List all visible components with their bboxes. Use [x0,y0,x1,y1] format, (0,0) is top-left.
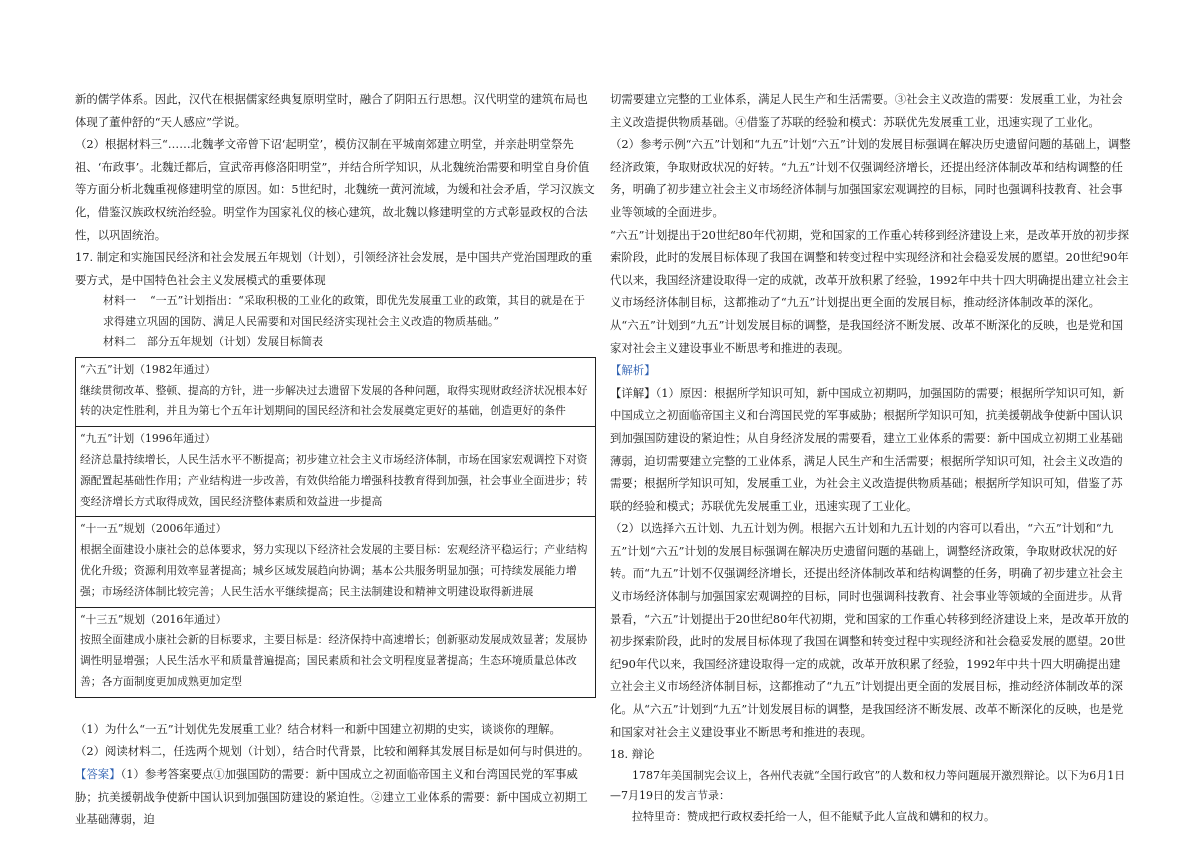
question-18-text: 1787年美国制宪会议上，各州代表就“全国行政官”的人数和权力等问题展开激烈辩论。以下为6月1日—7月19日的发言节录： [610,768,1126,803]
plan-text: 根据全面建设小康社会的总体要求，努力实现以下经济社会发展的主要目标：宏观经济平稳运行；产业结构优化升级；资源利用效率显著提高；城乡区域发展趋向协调；基本公共服务明显加强；可持续发展能力增强；市场经济体制比较完善；人民生活水平继续提高；民主法制建设和精神文明建设取得新进展 [80,543,588,598]
answer-text: （1）参考答案要点①加强国防的需要：新中国成立之初面临帝国主义和台湾国民党的军事威胁；抗美援朝战争使新中国认识到加强国防建设的紧迫性。②建立工业体系的需要：新中国成立初期工业基础薄弱，迫 [75,766,588,827]
plan-goals-table [75,357,596,698]
question-17-2: （2）阅读材料二，任选两个规划（计划），结合时代背景，比较和阐释其发展目标是如何与时俱进的。 [75,744,590,759]
answer-tag: 【答案】 [75,766,121,781]
analysis-tag: 【解析】 [610,363,656,378]
answer [75,763,595,831]
plan-title: “九五”计划（1996年通过） [80,432,216,446]
paragraph: 从“六五”计划到“九五”计划发展目标的调整，是我国经济不断发展、改革不断深化的反映，也是党和国家对社会主义建设事业不断思考和推进的表现。 [610,317,1124,355]
paragraph: （2）以选择六五计划、九五计划为例。根据六五计划和九五计划的内容可以看出，“六五”计划和“九五”计划“六五”计划的发展目标强调在解决历史遗留问题的基础上，调整经济政策，争取财政状况的好转。而“九五”计划不仅强调经济增长，还提出经济体制改革和结构调整的任务，明确了初步建立社会主义市场经济体制与加强国家宏观调控的目标，同时也强调科技教育、社会事业等领域的全面进步。从背景看，“六五”计划提出于20世纪80年代初期，党和国家的工作重心转移到经济建设上来，是改革开放的初步探索阶段，此时的发展目标体现了我国在调整和转变过程中实现经济和社会稳妥发展的愿望。20世纪90年代以来，我国经济建设取得一定的成就，改革开放积累了经验，1992年中共十四大明确提出建立社会主义市场经济体制目标，这都推动了“九五”计划提出更全面的发展目标，推动经济体制改革的深化。从“六五”计划到“九五”计划发展目标的调整，是我国经济不断发展、改革不断深化的反映，也是党和国家对社会主义建设事业不断思考和推进的表现。 [610,521,1130,739]
table-row [76,427,596,517]
table-cell [76,427,596,517]
plan-text: 按照全面建成小康社会新的目标要求，主要目标是：经济保持中高速增长；创新驱动发展成效显著；发展协调性明显增强；人民生活水平和质量普遍提高；国民素质和社会文明程度显著提高；生态环境质量总体改善；各方面制度更加成熟更加定型 [80,633,588,688]
question-17-1: （1）为什么“一五”计划优先发展重工业？结合材料一和新中国建立初期的史实，谈谈你的理解。 [75,721,561,736]
plan-title: “十一五”规划（2006年通过） [80,522,227,536]
detail-tag: 【详解】 [610,385,656,400]
paragraph: （2）根据材料三“……北魏孝文帝曾下诏‘起明堂’，模仿汉制在平城南郊建立明堂，并亲赴明堂祭先祖、‘布政事’。北魏迁都后，宣武帝再修洛阳明堂”，并结合所学知识，从北魏统治需要和明堂自身价值等方面分析北魏重视修建明堂的原因。如：5世纪时，北魏统一黄河流域，为缓和社会矛盾，学习汉族文化，借鉴汉族政权统治经验。明堂作为国家礼仪的核心建筑，故北魏以修建明堂的方式彰显政权的合法性，以巩固统治。 [75,137,595,242]
paragraph: 切需要建立完整的工业体系，满足人民生产和生活需要。③社会主义改造的需要：发展重工业，为社会主义改造提供物质基础。④借鉴了苏联的经验和模式：苏联优先发展重工业，迅速实现了工业化。 [610,92,1123,129]
right-column [610,88,1131,827]
table-row [76,357,596,426]
plan-title: “六五”计划（1982年通过） [80,362,216,376]
left-column [75,88,595,831]
material-two-title: 材料二 部分五年规划（计划）发展目标简表 [103,335,323,349]
plan-title: “十三五”规划（2016年通过） [80,612,227,626]
spacer [75,704,595,718]
table-row [76,517,596,607]
detail-text: （1）原因：根据所学知识可知，新中国成立初期吗，加强国防的需要；根据所学知识可知，新中国成立之初面临帝国主义和台湾国民党的军事威胁；根据所学知识可知，抗美援朝战争使新中国认识到加强国防建设的紧迫性；从自身经济发展的需要看，建立工业体系的需要：新中国成立初期工业基础薄弱，迫切需要建立完整的工业体系，满足人民生产和生活需要；根据所学知识可知，社会主义改造的需要；根据所学知识可知，发展重工业，为社会主义改造提供物质基础；根据所学知识可知，借鉴了苏联的经验和模式；苏联优先发展重工业，迅速实现了工业化。 [610,385,1125,513]
table-row [76,607,596,697]
paragraph: （2）参考示例“六五”计划和“九五”计划“六五”计划的发展目标强调在解决历史遗留问题的基础上，调整经济政策，争取财政状况的好转。“九五”计划不仅强调经济增长，还提出经济体制改革和结构调整的任务，明确了初步建立社会主义市场经济体制与加强国家宏观调控的目标，同时也强调科技教育、社会事业等领域的全面进步。 [610,137,1131,219]
table-cell [76,357,596,426]
material-one-label: 材料一 [103,294,136,308]
table-cell [76,517,596,607]
paragraph: 新的儒学体系。因此，汉代在根据儒家经典复原明堂时，融合了阴阳五行思想。汉代明堂的建筑布局也体现了董仲舒的“天人感应”学说。 [75,92,588,129]
material-one-text: “一五”计划指出：“采取积极的工业化的政策，即优先发展重工业的政策，其目的就是在于求得建立巩固的国防、满足人民需要和对国民经济实现社会主义改造的物质基础。” [103,294,585,328]
material-one [75,291,595,332]
table-cell [76,607,596,697]
question-17: 17. 制定和实施国民经济和社会发展五年规划（计划），引领经济社会发展，是中国共产党治国理政的重要方式，是中国特色社会主义发展模式的重要体现 [75,250,593,287]
paragraph: “六五”计划提出于20世纪80年代初期，党和国家的工作重心转移到经济建设上来，是改革开放的初步探索阶段，此时的发展目标体现了我国在调整和转变过程中实现经济和社会稳妥发展的愿望。20世纪90年代以来，我国经济建设取得一定的成就，改革开放积累了经验，1992年中共十四大明确提出建立社会主义市场经济体制目标，这都推动了“九五”计划提出更全面的发展目标，推动经济体制改革的深化。 [610,227,1130,310]
question-18: 18. 辩论 [610,747,655,762]
plan-text: 经济总量持续增长，人民生活水平不断提高；初步建立社会主义市场经济体制，市场在国家宏观调控下对资源配置起基础性作用；产业结构进一步改善，有效供给能力增强科技教育得到加强，社会事业全面进步；转变经济增长方式取得成效，国民经济整体素质和效益进一步提高 [80,453,588,508]
plan-text: 继续贯彻改革、整顿、提高的方针，进一步解决过去遗留下发展的各种问题，取得实现财政经济状况根本好转的决定性胜利，并且为第七个五年计划期间的国民经济和社会发展奠定更好的基础，创造更好的条件 [80,383,588,418]
detailed-explanation [610,382,1131,518]
question-18-quote: 拉特里奇：赞成把行政权委托给一人，但不能赋予此人宣战和媾和的权力。 [632,809,995,823]
